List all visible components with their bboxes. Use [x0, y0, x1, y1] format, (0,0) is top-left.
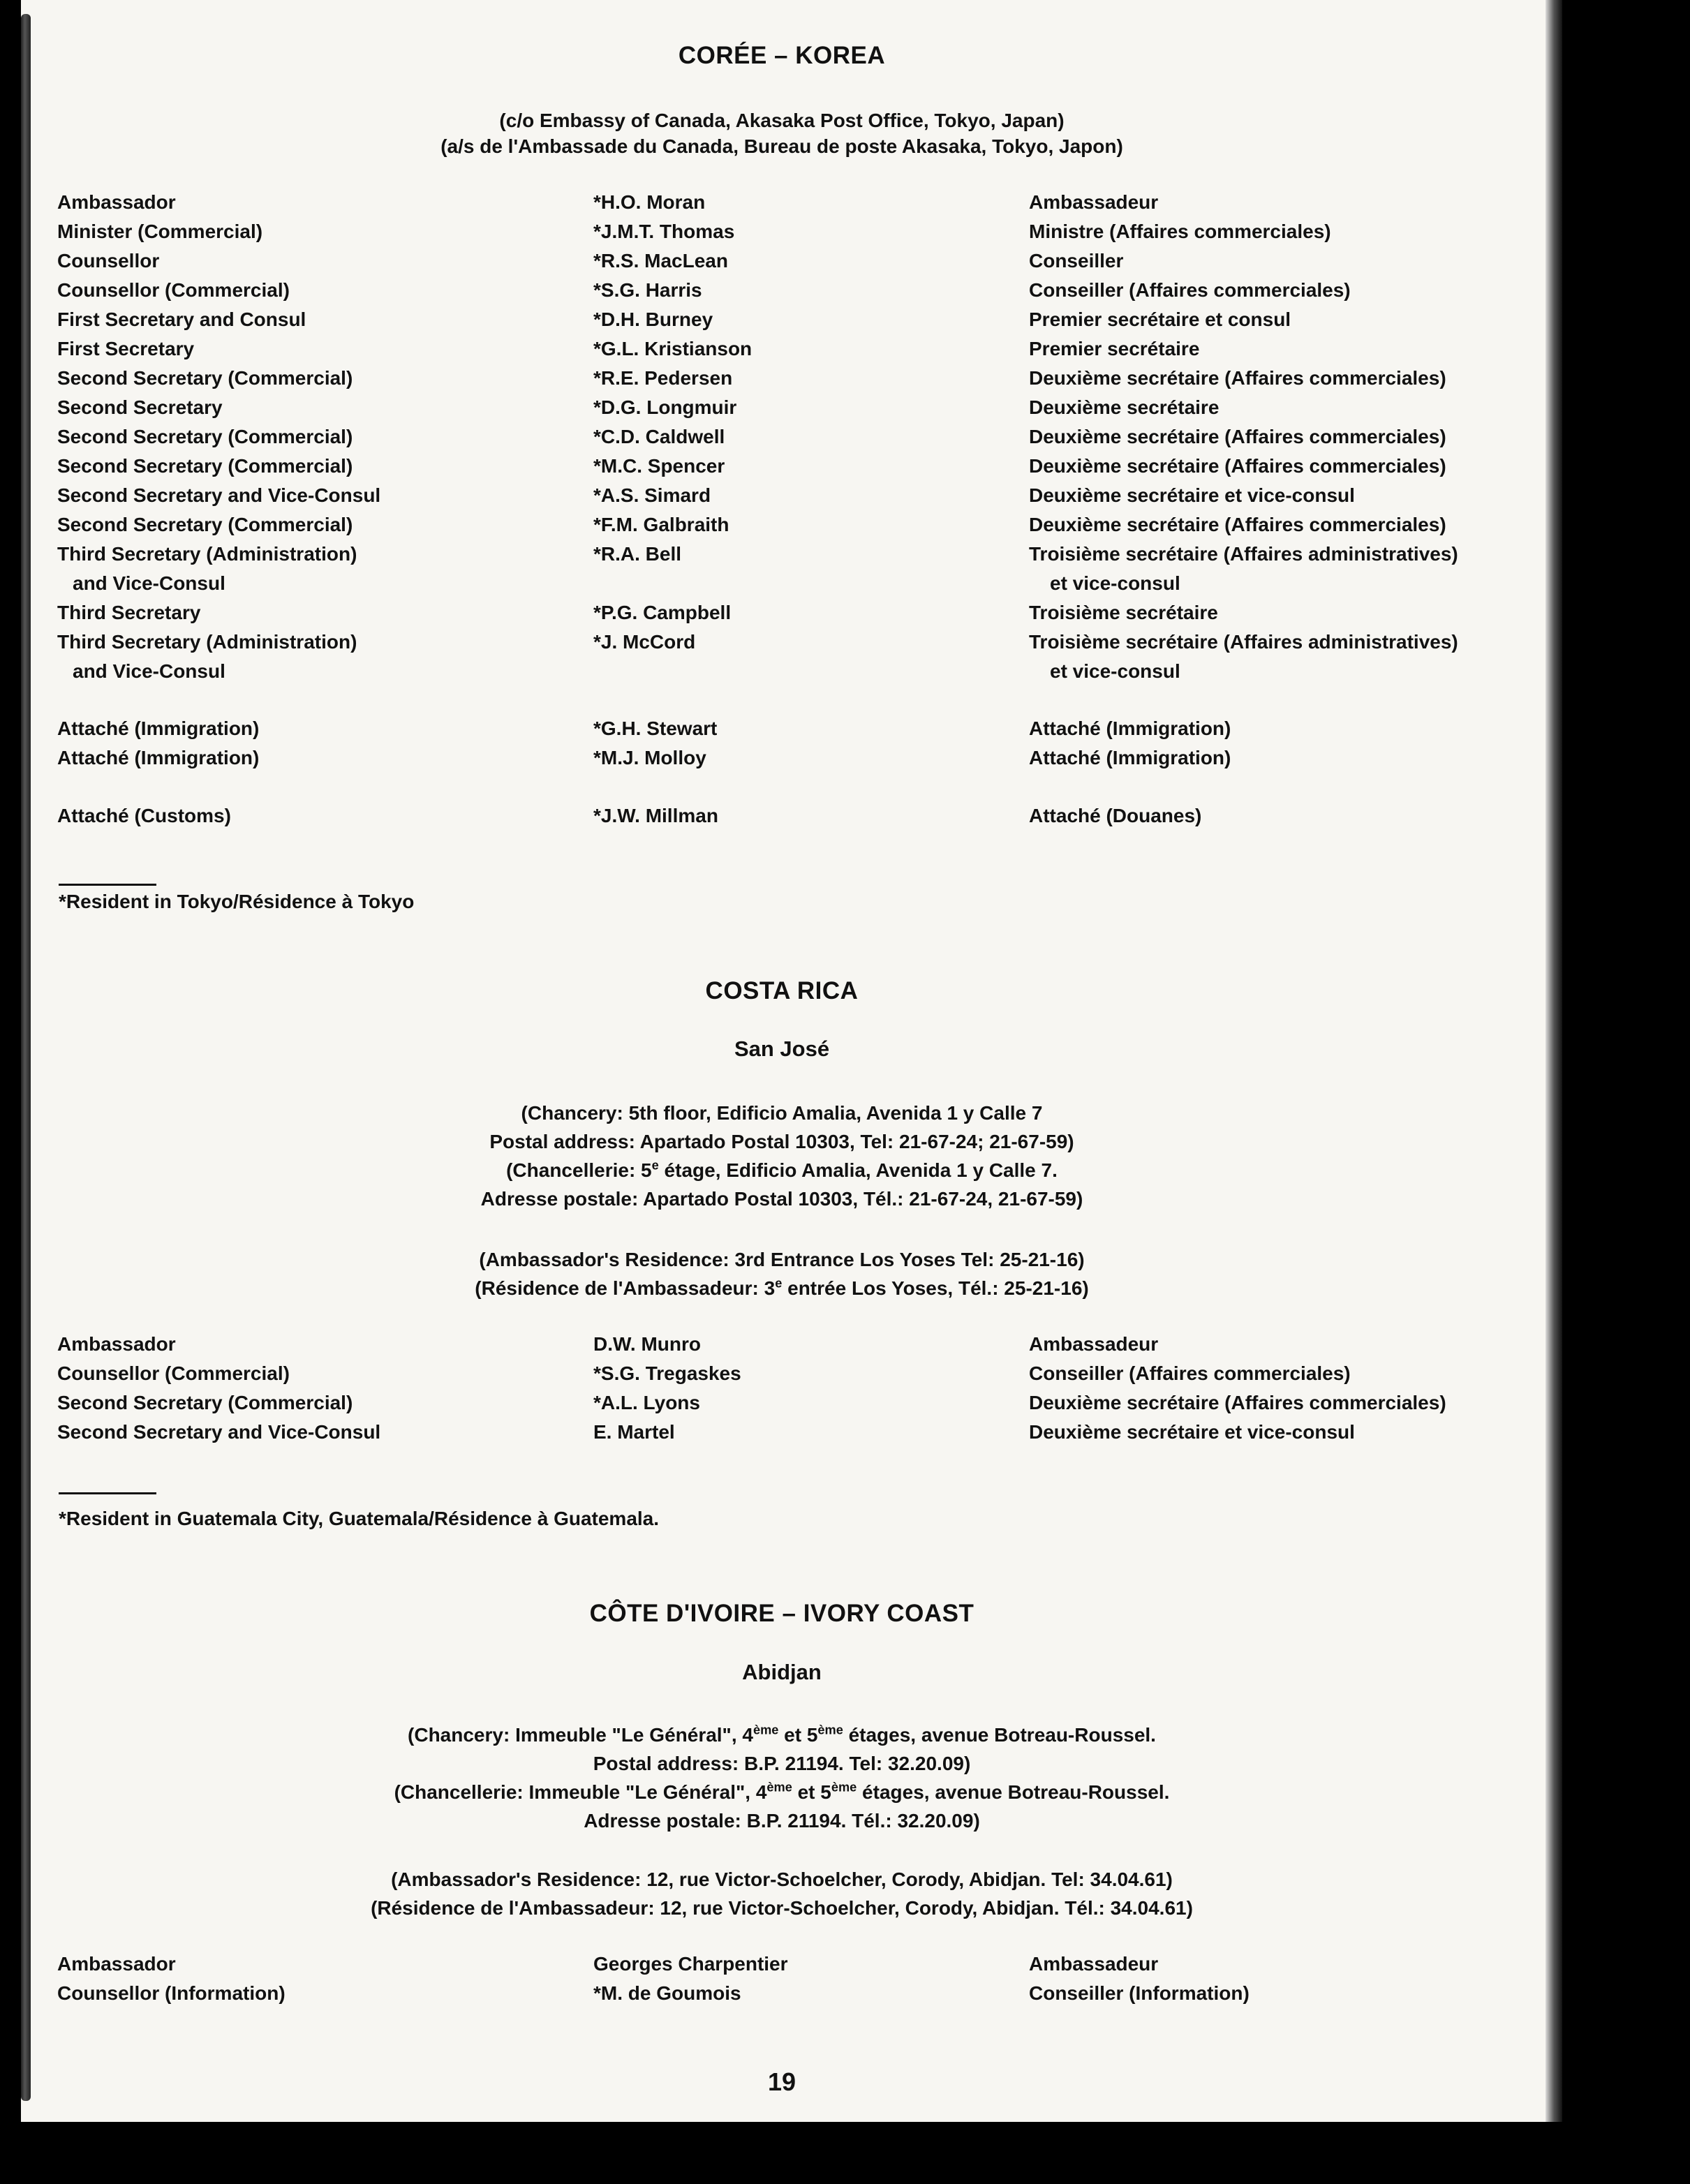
- address-line: Adresse postale: Apartado Postal 10303, Tél.: 21-67-24, 21-67-59): [480, 1188, 1083, 1210]
- footnote-rule: [59, 884, 156, 886]
- address-line: Postal address: Apartado Postal 10303, Tel: 21-67-24; 21-67-59): [489, 1131, 1074, 1152]
- staff-row: First Secretary and Consul *D.H. Burney Premier secrétaire et consul: [57, 309, 1291, 330]
- address-line: (c/o Embassy of Canada, Akasaka Post Office, Tokyo, Japan): [499, 110, 1065, 131]
- scan-border: [0, 2122, 1690, 2184]
- staff-row: Attaché (Immigration) *G.H. Stewart Attaché (Immigration): [57, 718, 1231, 739]
- staff-row: Counsellor (Commercial) *S.G. Harris Conseiller (Affaires commerciales): [57, 279, 1351, 301]
- address-line: (Chancery: 5th floor, Edificio Amalia, Avenida 1 y Calle 7: [521, 1102, 1043, 1124]
- staff-row: Second Secretary (Commercial) *A.L. Lyons Deuxième secrétaire (Affaires commerciales): [57, 1392, 1446, 1413]
- staff-row: Counsellor *R.S. MacLean Conseiller: [57, 250, 1124, 272]
- footnote-rule: [59, 1492, 156, 1494]
- staff-row: Second Secretary (Commercial) *C.D. Caldwell Deuxième secrétaire (Affaires commerciales): [57, 426, 1446, 447]
- staff-row: Second Secretary (Commercial) *F.M. Galbraith Deuxième secrétaire (Affaires commerciales): [57, 514, 1446, 535]
- staff-row: Second Secretary and Vice-Consul *A.S. Simard Deuxième secrétaire et vice-consul: [57, 484, 1355, 506]
- section-title-costa-rica: COSTA RICA: [705, 977, 859, 1004]
- staff-row: Third Secretary *P.G. Campbell Troisième secrétaire: [57, 602, 1218, 623]
- staff-row: Second Secretary and Vice-Consul E. Martel Deuxième secrétaire et vice-consul: [57, 1421, 1355, 1443]
- staff-row: Second Secretary *D.G. Longmuir Deuxième secrétaire: [57, 396, 1220, 418]
- city-title: Abidjan: [742, 1660, 822, 1684]
- section-title-korea: CORÉE – KOREA: [678, 42, 886, 69]
- residence-line: (Résidence de l'Ambassadeur: 3e entrée Los Yoses, Tél.: 25-21-16): [475, 1276, 1089, 1299]
- staff-row: Counsellor (Commercial) *S.G. Tregaskes Conseiller (Affaires commerciales): [57, 1362, 1351, 1384]
- staff-row: Third Secretary (Administration) *R.A. Bell Troisième secrétaire (Affaires administratives): [57, 543, 1458, 565]
- staff-row: Ambassador D.W. Munro Ambassadeur: [57, 1333, 1159, 1355]
- address-line: (Chancellerie: Immeuble "Le Général", 4ème et 5ème étages, avenue Botreau-Roussel.: [394, 1780, 1170, 1803]
- address-line: Postal address: B.P. 21194. Tel: 32.20.09): [593, 1753, 971, 1774]
- staff-row: Second Secretary (Commercial) *R.E. Pedersen Deuxième secrétaire (Affaires commerciales): [57, 367, 1446, 389]
- section-title-ivory-coast: CÔTE D'IVOIRE – IVORY COAST: [589, 1600, 974, 1627]
- address-line: (Chancery: Immeuble "Le Général", 4ème et 5ème étages, avenue Botreau-Roussel.: [408, 1723, 1156, 1746]
- address-line: Adresse postale: B.P. 21194. Tél.: 32.20.09): [584, 1810, 980, 1832]
- staff-row: First Secretary *G.L. Kristianson Premier secrétaire: [57, 338, 1200, 359]
- residence-line: (Ambassador's Residence: 12, rue Victor-Schoelcher, Corody, Abidjan. Tel: 34.04.61): [391, 1869, 1173, 1890]
- staff-row: and Vice-Consul et vice-consul: [73, 572, 1180, 594]
- staff-row: Minister (Commercial) *J.M.T. Thomas Ministre (Affaires commerciales): [57, 221, 1331, 242]
- address-line: (Chancellerie: 5e étage, Edificio Amalia, Avenida 1 y Calle 7.: [506, 1158, 1058, 1181]
- footnote: *Resident in Tokyo/Résidence à Tokyo: [59, 891, 415, 912]
- residence-line: (Ambassador's Residence: 3rd Entrance Los Yoses Tel: 25-21-16): [479, 1249, 1085, 1270]
- staff-row: and Vice-Consul et vice-consul: [73, 660, 1180, 682]
- address-line: (a/s de l'Ambassade du Canada, Bureau de poste Akasaka, Tokyo, Japon): [440, 135, 1123, 157]
- staff-row: Attaché (Immigration) *M.J. Molloy Attaché (Immigration): [57, 747, 1231, 768]
- staff-row: Second Secretary (Commercial) *M.C. Spencer Deuxième secrétaire (Affaires commerciales): [57, 455, 1446, 477]
- staff-row: Counsellor (Information) *M. de Goumois Conseiller (Information): [57, 1982, 1250, 2004]
- city-title: San José: [734, 1037, 830, 1061]
- page-number: 19: [767, 2067, 796, 2096]
- staff-row: Attaché (Customs) *J.W. Millman Attaché (Douanes): [57, 805, 1202, 826]
- staff-row: Ambassador *H.O. Moran Ambassadeur: [57, 191, 1159, 213]
- staff-row: Ambassador Georges Charpentier Ambassadeur: [57, 1953, 1159, 1975]
- footnote: *Resident in Guatemala City, Guatemala/Résidence à Guatemala.: [59, 1508, 660, 1529]
- staff-row: Third Secretary (Administration) *J. McCord Troisième secrétaire (Affaires administratives): [57, 631, 1458, 653]
- residence-line: (Résidence de l'Ambassadeur: 12, rue Victor-Schoelcher, Corody, Abidjan. Tél.: 34.04.61): [371, 1897, 1193, 1919]
